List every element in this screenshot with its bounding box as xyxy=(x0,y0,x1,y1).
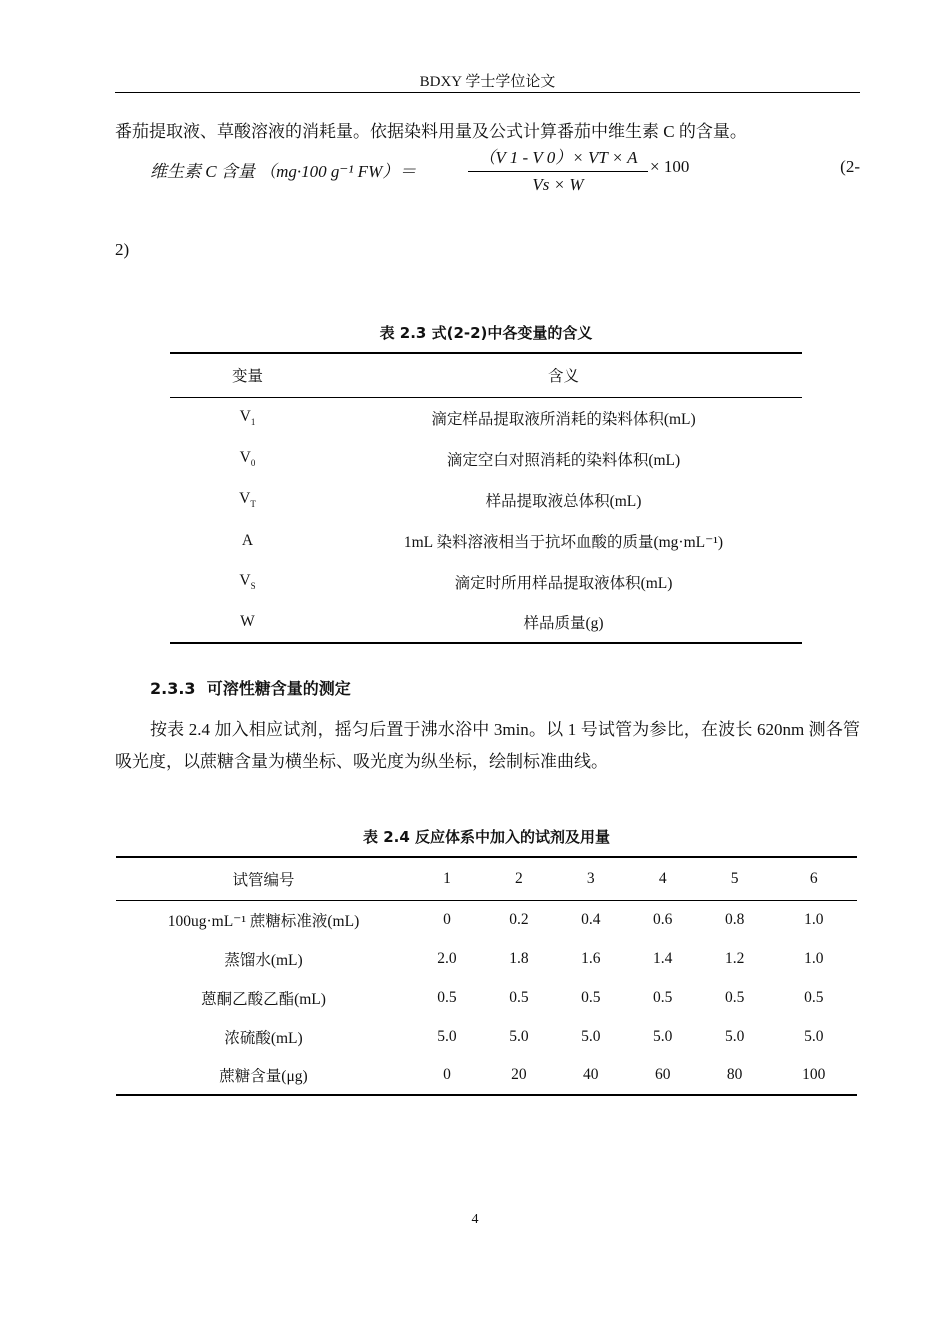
column-header: 含义 xyxy=(547,368,579,386)
variable-cell xyxy=(170,520,325,561)
value-cell: 0 xyxy=(443,1066,451,1083)
formula-2-2 xyxy=(150,146,860,198)
variable-subscript: 0 xyxy=(250,458,256,469)
value-cell: 5.0 xyxy=(437,1027,457,1045)
table-header-row xyxy=(116,857,857,900)
table-2-4 xyxy=(116,856,857,1096)
intro-paragraph: 番茄提取液、草酸溶液的消耗量。依据染料用量及公式计算番茄中维生素 C 的含量。 xyxy=(115,122,747,141)
variable-symbol: A xyxy=(241,531,254,549)
header-rule xyxy=(115,92,860,93)
value-cell: 80 xyxy=(726,1066,743,1083)
table-row xyxy=(170,602,802,643)
value-cell: 0.8 xyxy=(724,910,745,928)
value-cell: 0.5 xyxy=(804,988,824,1006)
table-row xyxy=(170,561,802,602)
value-cell: 0.6 xyxy=(653,910,673,928)
variable-cell xyxy=(170,561,325,602)
fraction-bar xyxy=(468,171,648,172)
variable-subscript: S xyxy=(250,581,256,592)
table-header-row xyxy=(170,353,802,397)
variable-cell xyxy=(170,479,325,520)
running-header: BDXY 学士学位论文 xyxy=(419,74,556,90)
column-header: 5 xyxy=(730,869,739,887)
variable-subscript: 1 xyxy=(250,417,256,428)
value-cell: 0.5 xyxy=(724,988,745,1006)
table-row xyxy=(116,978,857,1017)
formula-tail: × 100 xyxy=(650,157,690,176)
meaning-cell: 滴定空白对照消耗的染料体积(mL) xyxy=(446,451,681,469)
meaning-cell: 样品提取液总体积(mL) xyxy=(485,492,642,510)
column-header: 2 xyxy=(515,869,523,887)
value-cell: 1.4 xyxy=(653,949,673,967)
body-paragraph: 按表 2.4 加入相应试剂，摇匀后置于沸水浴中 3min。以 1 号试管为参比，在波长 620nm 测各管吸光度，以蔗糖含量为横坐标、吸光度为纵坐标，绘制标准曲线。 xyxy=(115,720,860,771)
table-row xyxy=(170,438,802,479)
formula-fraction xyxy=(468,146,648,197)
value-cell: 1.2 xyxy=(724,949,745,967)
table-row xyxy=(116,900,857,939)
value-cell: 40 xyxy=(583,1066,599,1083)
value-cell: 2.0 xyxy=(437,949,457,967)
value-cell: 100 xyxy=(802,1066,826,1083)
column-header: 变量 xyxy=(231,368,263,386)
variable-cell xyxy=(170,438,325,479)
value-cell: 1.6 xyxy=(581,949,601,967)
variable-cell xyxy=(170,602,325,643)
value-cell: 1.8 xyxy=(509,949,529,967)
value-cell: 0.5 xyxy=(653,988,673,1006)
value-cell: 5.0 xyxy=(509,1027,529,1045)
value-cell: 5.0 xyxy=(581,1027,601,1045)
formula-numerator: （V 1 - V 0）× VT × A xyxy=(478,148,638,167)
value-cell: 0.5 xyxy=(581,988,601,1006)
variable-symbol: W xyxy=(240,613,255,630)
value-cell: 0.5 xyxy=(509,988,529,1006)
table-row xyxy=(116,939,857,978)
meaning-cell: 样品质量(g) xyxy=(523,615,604,632)
section-number: 2.3.3 xyxy=(150,679,196,698)
row-label-cell: 蒽酮乙酸乙酯(mL) xyxy=(201,990,326,1008)
variable-symbol: V xyxy=(239,448,251,466)
variable-subscript: T xyxy=(250,499,256,510)
section-heading xyxy=(150,676,351,699)
formula-lhs: 维生素 C 含量 （mg·100 g⁻¹ FW）＝ xyxy=(150,162,417,181)
table-2-4-caption: 表 2.4 反应体系中加入的试剂及用量 xyxy=(362,828,611,846)
value-cell: 5.0 xyxy=(653,1027,673,1045)
table-2-3 xyxy=(170,352,802,644)
row-label-cell: 100ug·mL⁻¹ 蔗糖标准液(mL) xyxy=(167,912,360,930)
column-header: 1 xyxy=(443,869,451,887)
table-row xyxy=(170,479,802,520)
table-row xyxy=(170,520,802,561)
value-cell: 5.0 xyxy=(724,1027,745,1045)
table-2-3-caption: 表 2.3 式(2-2)中各变量的含义 xyxy=(379,324,593,342)
column-header: 试管编号 xyxy=(232,871,295,889)
value-cell: 5.0 xyxy=(804,1027,824,1045)
value-cell: 20 xyxy=(511,1066,527,1083)
row-label-cell: 浓硫酸(mL) xyxy=(224,1029,303,1047)
value-cell: 1.0 xyxy=(804,949,824,967)
variable-symbol: V xyxy=(239,489,251,507)
value-cell: 0.5 xyxy=(437,988,457,1006)
value-cell: 0.2 xyxy=(509,910,529,928)
column-header: 6 xyxy=(809,869,818,887)
page-number: 4 xyxy=(471,1212,479,1227)
value-cell: 0.4 xyxy=(581,910,601,928)
section-title: 可溶性糖含量的测定 xyxy=(206,679,351,698)
value-cell: 1.0 xyxy=(804,910,824,928)
column-header: 3 xyxy=(586,869,595,887)
equation-number-start: (2- xyxy=(840,157,860,176)
column-header: 4 xyxy=(658,869,667,887)
table-row xyxy=(170,397,802,438)
meaning-cell: 1mL 染料溶液相当于抗坏血酸的质量(mg·mL⁻¹) xyxy=(403,533,724,551)
row-label-cell: 蔗糖含量(μg) xyxy=(219,1068,308,1085)
value-cell: 0 xyxy=(443,910,451,928)
meaning-cell: 滴定样品提取液所消耗的染料体积(mL) xyxy=(431,410,696,428)
equation-number-end: 2) xyxy=(115,240,130,259)
variable-cell xyxy=(170,397,325,438)
table-row xyxy=(116,1056,857,1095)
row-label-cell: 蒸馏水(mL) xyxy=(224,951,303,969)
variable-symbol: V xyxy=(239,408,251,426)
meaning-cell: 滴定时所用样品提取液体积(mL) xyxy=(454,574,673,592)
formula-denominator: Vs × W xyxy=(532,175,584,194)
table-row xyxy=(116,1017,857,1056)
variable-symbol: V xyxy=(239,571,251,589)
value-cell: 60 xyxy=(654,1066,671,1083)
